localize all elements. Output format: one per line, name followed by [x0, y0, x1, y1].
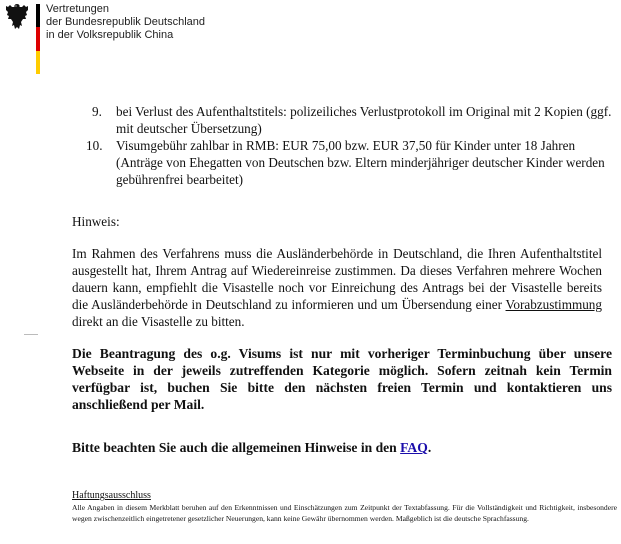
requirements-list	[86, 103, 612, 188]
flag-stripe-red	[36, 27, 40, 50]
list-item	[86, 137, 612, 188]
letterhead	[0, 0, 621, 78]
appointment-notice: Die Beantragung des o.g. Visums ist nur mit vorheriger Terminbuchung über unsere Webseite in der jeweils zutreffenden Kategorie möglich. Sofern zeitnah kein Termin verfügbar ist, buchen Sie bitte den nächsten freien Termin und kontaktieren uns anschließend per Mail.	[72, 346, 612, 412]
hinweis-heading: Hinweis:	[72, 214, 120, 229]
list-item-number: 10.	[86, 138, 103, 153]
disclaimer-title: Haftungsausschluss	[72, 490, 151, 501]
paragraph-text: direkt an die Visastelle zu bitten.	[72, 314, 245, 329]
org-line: der Bundesrepublik Deutschland	[46, 16, 205, 28]
vorabzustimmung-link[interactable]: Vorabzustimmung	[505, 297, 602, 312]
faq-link[interactable]: FAQ	[400, 440, 428, 455]
margin-mark	[24, 334, 38, 335]
faq-notice	[72, 440, 431, 456]
faq-suffix: .	[427, 440, 432, 455]
flag-stripe-black	[36, 4, 40, 27]
org-line: in der Volksrepublik China	[46, 29, 174, 41]
organization-name	[46, 3, 205, 42]
list-item-text: Visumgebühr zahlbar in RMB: EUR 75,00 bzw. EUR 37,50 für Kinder unter 18 Jahren (Anträge von Ehegatten von Deutschen bzw. Eltern minderjähriger deutscher Kinder werden gebührenfrei bearbeitet)	[116, 138, 605, 187]
federal-eagle-icon	[4, 2, 30, 32]
list-item-number: 9.	[92, 104, 102, 119]
list-item	[92, 103, 612, 137]
flag-stripe-gold	[36, 51, 40, 74]
org-line: Vertretungen	[46, 3, 109, 15]
hinweis-paragraph	[72, 245, 602, 330]
list-item-text: bei Verlust des Aufenthaltstitels: polizeiliches Verlustprotokoll im Original mit 2 Kopien (ggf. mit deutscher Übersetzung)	[116, 104, 612, 136]
faq-prefix: Bitte beachten Sie auch die allgemeinen Hinweise in den	[72, 440, 401, 455]
flag-bar	[36, 4, 40, 74]
paragraph-text: Im Rahmen des Verfahrens muss die Ausländerbehörde in Deutschland, die Ihren Aufenthaltstitel ausgestellt hat, Ihrem Antrag auf Wiedereinreise zustimmen. Da dieses Verfahren mehrere Wochen dauern kann, empfiehlt die Visastelle noch vor Einreichung des Antrags bei der Visastelle bereits die Ausländerbehörde in Deutschland zu informieren und um Übersendung einer	[72, 246, 602, 312]
disclaimer-text: Alle Angaben in diesem Merkblatt beruhen auf den Erkenntnissen und Einschätzungen zum Zeitpunkt der Textabfassung. Für die Vollständigkeit und Richtigkeit, insbesondere wegen zwischenzeitlich eingetretener gesetzlicher Neuerungen, kann keine Gewähr übernommen werden. Maßgeblich ist die deutsche Sprachfassung.	[72, 503, 617, 523]
